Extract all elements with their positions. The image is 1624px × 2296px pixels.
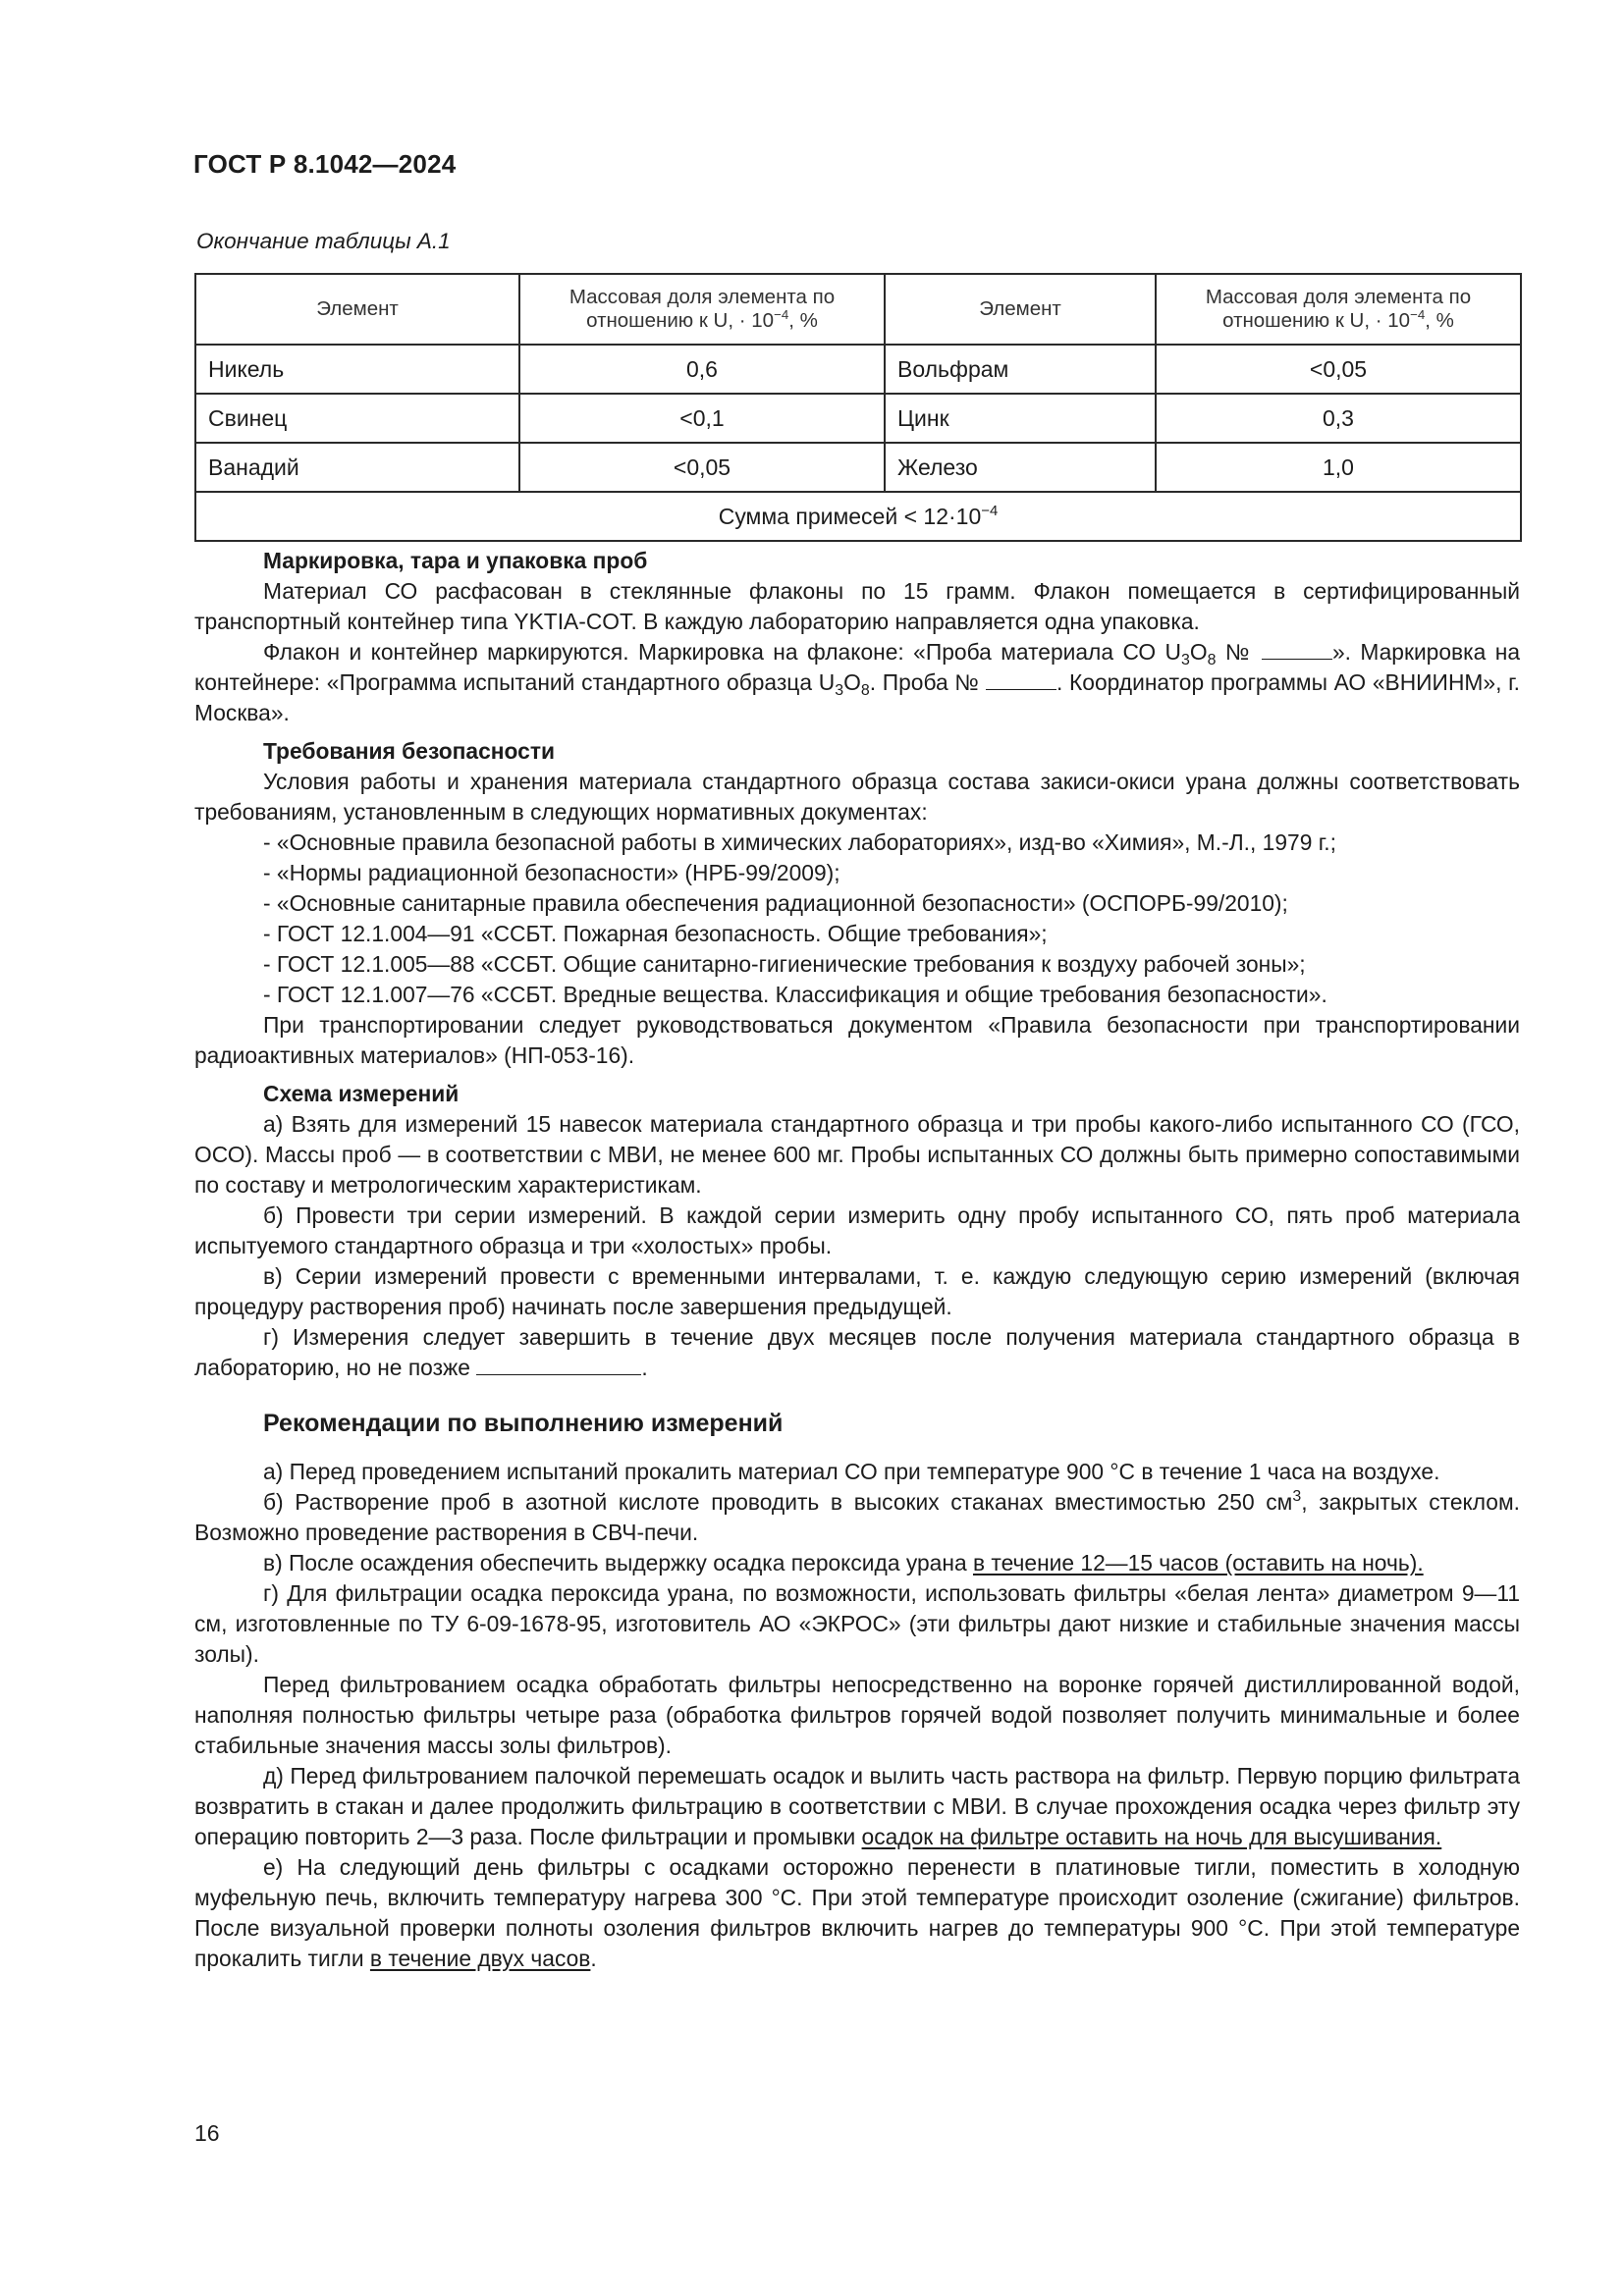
paragraph: При транспортировании следует руководствоваться документом «Правила безопасности при транспортировании радиоактивных материалов» (НП-053-16).: [194, 1012, 1520, 1068]
fill-blank: [986, 688, 1056, 690]
paragraph: в) Серии измерений провести с временными интервалами, т. е. каждую следующую серию измерений (включая процедуру растворения проб) начинать после завершения предыдущей.: [194, 1263, 1520, 1319]
list-item: - «Нормы радиационной безопасности» (НРБ-99/2009);: [263, 860, 840, 885]
sum-cell: Сумма примесей < $12\cdot 10^{-4}$: [195, 492, 1521, 541]
paragraph: Условия работы и хранения материала стандартного образца состава закиси-окиси урана должны соответствовать требованиям, установленным в следующих нормативных документах:: [194, 769, 1520, 825]
cell-value: 1,0: [1156, 443, 1521, 492]
list-item: - «Основные правила безопасной работы в химических лабораториях», изд-во «Химия», М.-Л., 1979 г.;: [263, 829, 1336, 855]
list-item: - «Основные санитарные правила обеспечения радиационной безопасности» (ОСПОРБ-99/2010);: [263, 890, 1288, 916]
paragraph: а) Перед проведением испытаний прокалить материал СО при температуре 900 °С в течение 1 часа на воздухе.: [263, 1459, 1440, 1484]
paragraph: а) Взять для измерений 15 навесок материала стандартного образца и три пробы какого-либо испытанного СО (ГСО, ОСО). Массы проб — в соответствии с МВИ, не менее 600 мг. Пробы испытанных СО должны быть примерно сопоставимыми по составу и метрологическим характеристикам.: [194, 1111, 1520, 1198]
paragraph: б) Растворение проб в азотной кислоте проводить в высоких стаканах вместимостью 250 $см^3$, закрытых стеклом. Возможно проведение растворения в СВЧ-печи.: [194, 1488, 1520, 1545]
col-header-element: Элемент: [195, 274, 519, 345]
col-header-fraction: Массовая доля элемента по отношению к U, · $10^{-4}$, %: [519, 274, 885, 345]
cell-element: Никель: [195, 345, 519, 394]
page-number: 16: [194, 2120, 220, 2146]
paragraph: д) Перед фильтрованием палочкой перемешать осадок и вылить часть раствора на фильтр. Первую порцию фильтрата возвратить в стакан и далее продолжить фильтрацию в соответствии с МВИ. В случае прохождения осадка через фильтр эту операцию повторить 2—3 раза. После фильтрации и промывки осадок на фильтре оставить на ночь для высушивания.: [194, 1763, 1520, 1849]
fill-blank: [476, 1373, 641, 1375]
table-row: [195, 345, 1521, 394]
section-heading-marking: Маркировка, тара и упаковка проб: [263, 548, 648, 573]
cell-value: <0,1: [519, 394, 885, 443]
list-item: - ГОСТ 12.1.005—88 «ССБТ. Общие санитарно-гигиенические требования к воздуху рабочей зоны»;: [263, 951, 1306, 977]
table-sum-row: [195, 492, 1521, 541]
list-item: - ГОСТ 12.1.004—91 «ССБТ. Пожарная безопасность. Общие требования»;: [263, 921, 1048, 946]
table-header-row: [195, 274, 1521, 345]
paragraph: г) Измерения следует завершить в течение двух месяцев после получения материала стандартного образца в лабораторию, но не позже .: [194, 1324, 1520, 1380]
section-heading-safety: Требования безопасности: [263, 738, 556, 764]
paragraph: е) На следующий день фильтры с осадками осторожно перенести в платиновые тигли, поместить в холодную муфельную печь, включить температуру нагрева 300 °С. При этой температуре происходит озоление (сжигание) фильтров. После визуальной проверки полноты озоления фильтров включить нагрев до температуры 900 °С. При этой температуре прокалить тигли в течение двух часов.: [194, 1854, 1520, 1971]
paragraph: Флакон и контейнер маркируются. Маркировка на флаконе: «Проба материала СО $U_3O_8$ № ». Маркировка на контейнере: «Программа испытаний стандартного образца $U_3O_8$. Проба № . Координатор программы АО «ВНИИНМ», г. Москва».: [194, 639, 1521, 725]
cell-element: Железо: [885, 443, 1156, 492]
document-body: [194, 546, 1520, 1974]
cell-value: <0,05: [519, 443, 885, 492]
paragraph: г) Для фильтрации осадка пероксида урана, по возможности, использовать фильтры «белая лента» диаметром 9—11 см, изготовленные по ТУ 6-09-1678-95, изготовитель АО «ЭКРОС» (эти фильтры дают низкие и стабильные значения массы золы).: [194, 1580, 1520, 1667]
col-header-fraction: Массовая доля элемента по отношению к U, · $10^{-4}$, %: [1156, 274, 1521, 345]
table-caption: Окончание таблицы А.1: [196, 229, 451, 253]
cell-value: 0,6: [519, 345, 885, 394]
cell-value: <0,05: [1156, 345, 1521, 394]
paragraph: в) После осаждения обеспечить выдержку осадка пероксида урана в течение 12—15 часов (оставить на ночь).: [263, 1550, 1424, 1575]
cell-value: 0,3: [1156, 394, 1521, 443]
cell-element: Цинк: [885, 394, 1156, 443]
cell-element: Вольфрам: [885, 345, 1156, 394]
col-header-element: Элемент: [885, 274, 1156, 345]
table-row: [195, 443, 1521, 492]
paragraph: Перед фильтрованием осадка обработать фильтры непосредственно на воронке горячей дистиллированной водой, наполняя полностью фильтры четыре раза (обработка фильтров горячей водой позволяет получить минимальные и более стабильные значения массы золы фильтров).: [194, 1672, 1520, 1758]
paragraph: б) Провести три серии измерений. В каждой серии измерить одну пробу испытанного СО, пять проб материала испытуемого стандартного образца и три «холостых» пробы.: [194, 1202, 1520, 1258]
section-heading-recommendations: Рекомендации по выполнению измерений: [263, 1410, 784, 1437]
cell-element: Ванадий: [195, 443, 519, 492]
cell-element: Свинец: [195, 394, 519, 443]
impurity-table: [194, 273, 1522, 542]
section-heading-scheme: Схема измерений: [263, 1081, 460, 1106]
fill-blank: [1262, 658, 1332, 660]
standard-id: ГОСТ Р 8.1042—2024: [193, 149, 457, 179]
table-row: [195, 394, 1521, 443]
list-item: - ГОСТ 12.1.007—76 «ССБТ. Вредные вещества. Классификация и общие требования безопасности».: [263, 982, 1327, 1007]
paragraph: Материал СО расфасован в стеклянные флаконы по 15 грамм. Флакон помещается в сертифицированный транспортный контейнер типа YKTIA-COT. В каждую лабораторию направляется одна упаковка.: [194, 578, 1520, 634]
